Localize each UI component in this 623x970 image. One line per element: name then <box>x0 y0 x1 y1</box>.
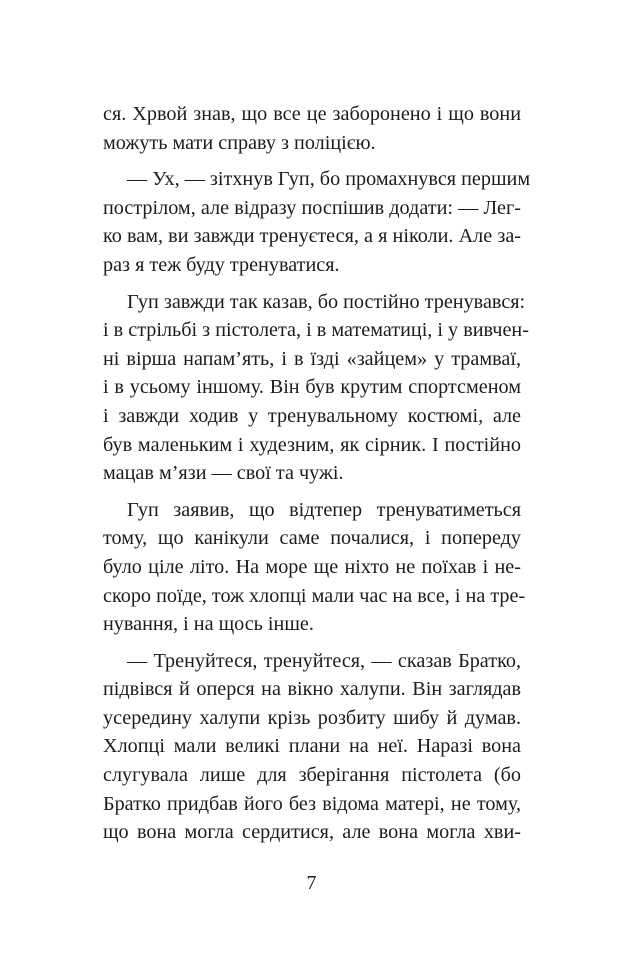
paragraph-gap <box>103 639 521 647</box>
text-line: Гуп заявив, що відтепер тренуватиметься <box>127 498 521 521</box>
text-line: нування, і на щось інше. <box>103 613 314 636</box>
text-line: що вона могла сердитися, але вона могла хви- <box>103 821 521 844</box>
text-line: і в стрільбі з пістолета, і в математиці, і у вивчен- <box>103 319 529 342</box>
paragraph-gap <box>103 488 521 496</box>
text-line: і в усьому іншому. Він був крутим спортсменом <box>103 376 521 399</box>
text-line: слугувала лише для зберігання пістолета (бо <box>103 764 521 787</box>
text-line: Братко придбав його без відома матері, не тому, <box>103 792 521 815</box>
text-line: було ціле літо. На море ще ніхто не поїхав і не- <box>103 555 521 578</box>
paragraph-gap <box>103 157 521 165</box>
text-line: Хлопці мали великі плани на неї. Наразі вона <box>103 735 521 758</box>
text-line: був маленьким і худезним, як сірник. І постійно <box>103 433 521 456</box>
text-line: ні вірша напам’ять, і в їзді «зайцем» у трамваї, <box>103 347 521 370</box>
text-line: ко вам, ви завжди тренуєтеся, а я ніколи. Але за- <box>103 225 521 248</box>
page-number: 7 <box>306 872 317 894</box>
text-line: — Тренуйтеся, тренуйтеся, — сказав Братко, <box>127 649 521 672</box>
text-line: усередину халупи крізь розбиту шибу й думав. <box>103 706 521 729</box>
text-line: скоро поїде, тож хлопці мали час на все, і на тре- <box>103 584 526 607</box>
text-line: пострілом, але відразу поспішив додати: — Лег- <box>103 196 521 219</box>
paragraph-gap <box>103 280 521 288</box>
text-line: раз я теж буду тренуватися. <box>103 253 340 276</box>
text-line: ся. Хрвой знав, що все це заборонено і що вони <box>103 103 521 125</box>
text-line: можуть мати справу з поліцією. <box>103 131 376 154</box>
text-line: і завжди ходив у тренувальному костюмі, але <box>103 404 521 427</box>
body-text <box>103 100 531 847</box>
text-line: — Ух, — зітхнув Гуп, бо промахнувся першим <box>127 168 531 191</box>
text-line: підвівся й оперся на вікно халупи. Він заглядав <box>103 678 521 701</box>
text-line: Гуп завжди так казав, бо постійно тренувався: <box>127 290 526 313</box>
text-line: тому, що канікули саме почалися, і попереду <box>103 527 521 550</box>
text-line: мацав м’язи — свої та чужі. <box>103 462 344 485</box>
